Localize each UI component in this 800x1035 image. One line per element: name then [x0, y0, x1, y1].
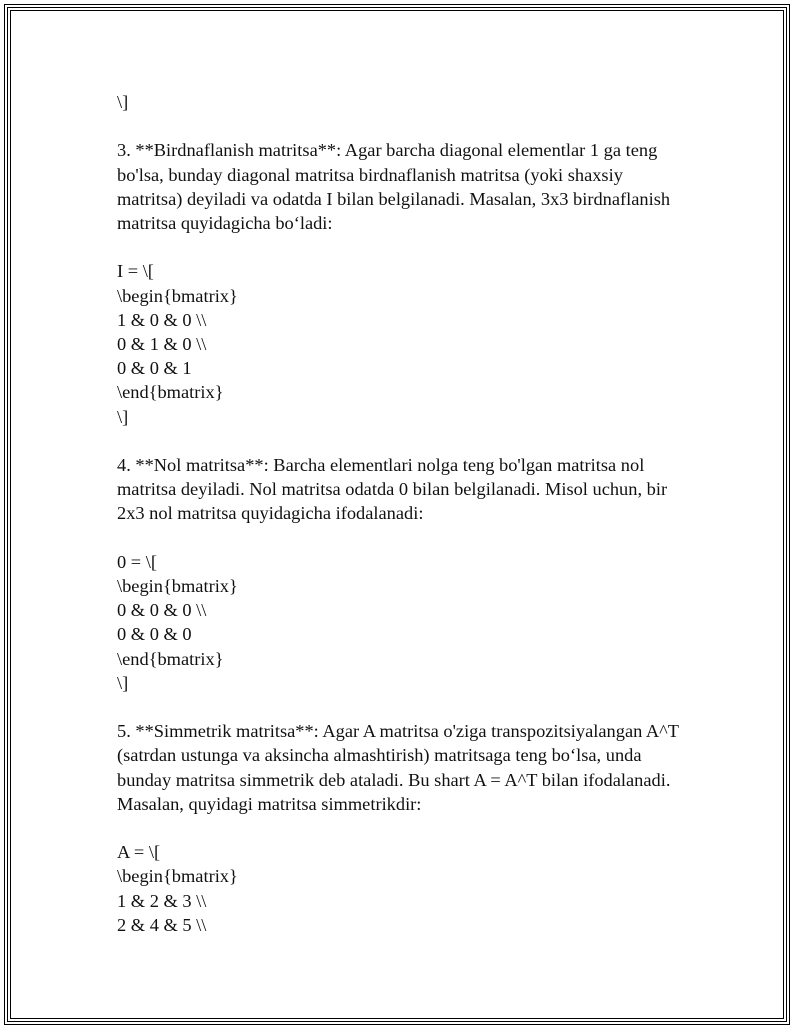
- text-line: \end{bmatrix}: [117, 382, 224, 403]
- text-line: bo'lsa, bunday diagonal matritsa birdnaflanish matritsa (yoki shaxsiy: [117, 164, 623, 185]
- blank-line: [117, 816, 697, 840]
- text-line: 0 & 0 & 0: [117, 624, 192, 645]
- text-line: \begin{bmatrix}: [117, 576, 238, 596]
- text-line: A = \[: [117, 842, 161, 863]
- text-line: 2x3 nol matritsa quyidagicha ifodalanadi:: [117, 503, 424, 524]
- blank-line: [117, 235, 697, 259]
- text-line: 2 & 4 & 5 \\: [117, 914, 207, 935]
- text-line: (satrdan ustunga va aksincha almashtirish) matritsaga teng bo‘lsa, unda: [117, 745, 642, 766]
- text-line: \]: [117, 92, 129, 112]
- text-line: 5. **Simmetrik matritsa**: Agar A matritsa o'ziga transpozitsiyalangan A^T: [117, 721, 680, 742]
- blank-line: [117, 526, 697, 550]
- text-line: 3. **Birdnaflanish matritsa**: Agar barcha diagonal elementlar 1 ga teng: [117, 140, 658, 161]
- text-line: 0 & 0 & 0 \\: [117, 600, 207, 621]
- text-line: 0 = \[: [117, 551, 157, 572]
- text-line: \begin{bmatrix}: [117, 285, 238, 306]
- document-body: [117, 90, 697, 937]
- text-line: \]: [117, 672, 129, 693]
- text-line: bunday matritsa simmetrik deb ataladi. Bu shart A = A^T bilan ifodalanadi.: [117, 769, 671, 790]
- blank-line: [117, 429, 697, 453]
- text-line: \end{bmatrix}: [117, 648, 224, 669]
- blank-line: [117, 695, 697, 719]
- text-line: matritsa quyidagicha bo‘ladi:: [117, 213, 333, 233]
- text-line: \begin{bmatrix}: [117, 866, 238, 887]
- text-line: 4. **Nol matritsa**: Barcha elementlari nolga teng bo'lgan matritsa nol: [117, 455, 645, 475]
- text-line: 0 & 0 & 1: [117, 358, 192, 379]
- text-line: matritsa deyiladi. Nol matritsa odatda 0 bilan belgilanadi. Misol uchun, bir: [117, 479, 668, 500]
- text-line: 1 & 0 & 0 \\: [117, 309, 207, 330]
- text-line: 1 & 2 & 3 \\: [117, 890, 207, 911]
- blank-line: [117, 114, 697, 138]
- text-line: 0 & 1 & 0 \\: [117, 334, 207, 354]
- text-line: Masalan, quyidagi matritsa simmetrikdir:: [117, 793, 422, 814]
- text-line: I = \[: [117, 261, 154, 282]
- text-line: \]: [117, 406, 129, 427]
- text-line: matritsa) deyiladi va odatda I bilan belgilanadi. Masalan, 3x3 birdnaflanish: [117, 188, 671, 209]
